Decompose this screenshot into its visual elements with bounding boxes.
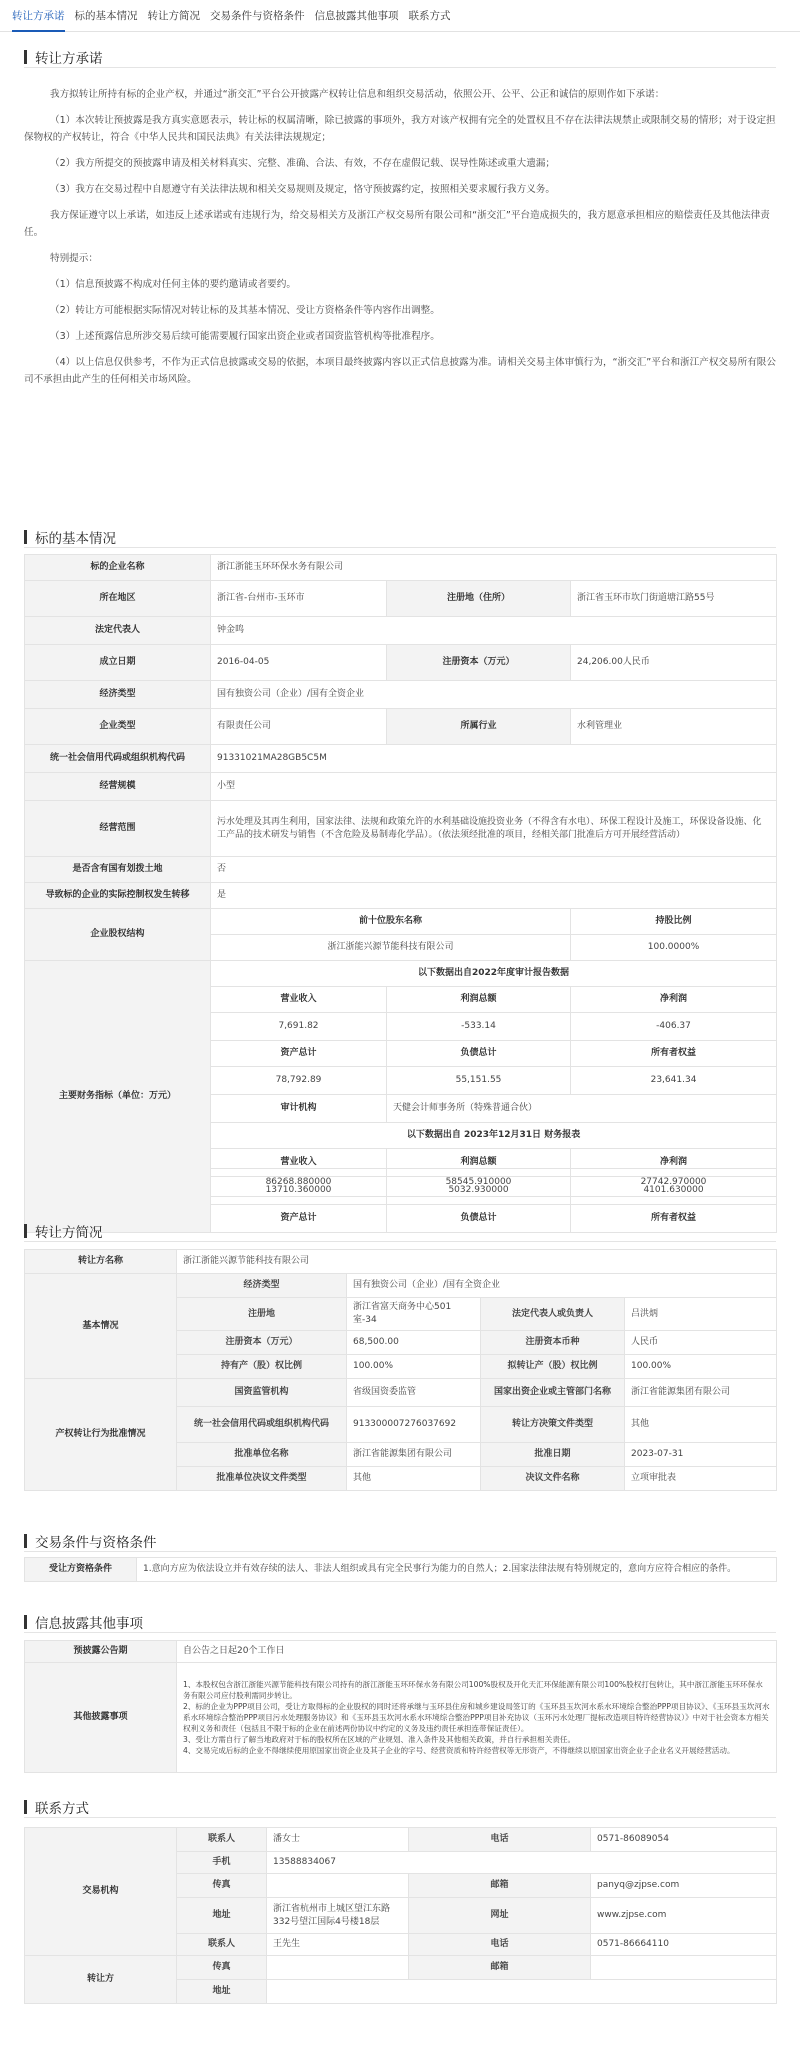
pledge-paragraph: （2）我方所提交的预披露申请及相关材料真实、完整、准确、合法、有效，不存在虚假记载、误导性陈述或重大遗漏； bbox=[50, 158, 555, 169]
label: 是否含有国有划拨土地 bbox=[25, 857, 211, 883]
section-title: 联系方式 bbox=[35, 1800, 89, 1817]
group-name: 浙江省能源集团有限公司 bbox=[625, 1379, 777, 1407]
tab-bar bbox=[0, 0, 800, 32]
org-address: 浙江省杭州市上城区望江东路332号望江国际4号楼18层 bbox=[267, 1898, 409, 1934]
tab-disclosure[interactable]: 信息披露其他事项 bbox=[314, 9, 399, 22]
sell-pct: 100.00% bbox=[625, 1355, 777, 1379]
section-header-trade bbox=[24, 1530, 776, 1552]
disclosure-table bbox=[24, 1640, 777, 1773]
target-info-table bbox=[24, 554, 777, 1233]
credit-code: 913300007276037692 bbox=[347, 1407, 481, 1443]
section-header-pledge bbox=[24, 46, 776, 68]
pledge-paragraph: 我方保证遵守以上承诺，如违反上述承诺或有违规行为，给交易相关方及浙江产权交易所有限公司和“浙交汇”平台造成损失的，我方愿意承担相应的赔偿责任及其他法律责任。 bbox=[24, 210, 770, 238]
shareholder-name: 浙江浙能兴源节能科技有限公司 bbox=[211, 935, 571, 961]
equity: 27742.970000 bbox=[571, 1169, 777, 1197]
seller-info-table bbox=[24, 1249, 777, 1491]
label: 传真 bbox=[177, 1874, 267, 1898]
tab-contact[interactable]: 联系方式 bbox=[408, 9, 451, 22]
section-header-seller bbox=[24, 1220, 776, 1242]
label: 所在地区 bbox=[25, 581, 211, 617]
trade-conditions-table bbox=[24, 1557, 777, 1582]
revenue: 7,691.82 bbox=[211, 1013, 387, 1041]
label: 法定代表人 bbox=[25, 617, 211, 645]
approve-date: 2023-07-31 bbox=[625, 1443, 777, 1467]
revenue: 13710.360000 bbox=[211, 1177, 387, 1205]
credit-code: 91331021MA28GB5C5M bbox=[211, 745, 777, 773]
label: 转让方名称 bbox=[25, 1250, 177, 1274]
label: 批准日期 bbox=[481, 1443, 625, 1467]
auditor: 天健会计师事务所（特殊普通合伙） bbox=[387, 1095, 777, 1123]
label: 地址 bbox=[177, 1980, 267, 2004]
econ-type: 国有独资公司（企业）/国有全资企业 bbox=[211, 681, 777, 709]
label: 手机 bbox=[177, 1852, 267, 1874]
seller-address bbox=[267, 1980, 777, 2004]
org-website[interactable]: www.zjpse.com bbox=[591, 1898, 777, 1934]
seller-contact-person: 王先生 bbox=[267, 1934, 409, 1956]
pledge-paragraph: （3）上述预露信息所涉交易后续可能需要履行国家出资企业或者国资监管机构等批准程序。 bbox=[50, 331, 440, 342]
label: 注册资本（万元） bbox=[177, 1331, 347, 1355]
label: 主要财务指标（单位：万元） bbox=[25, 961, 211, 1233]
label: 注册地 bbox=[177, 1298, 347, 1331]
label: 电话 bbox=[409, 1828, 591, 1852]
fin-header: 以下数据出自2022年度审计报告数据 bbox=[211, 961, 777, 987]
tab-pledge[interactable]: 转让方承诺 bbox=[12, 0, 65, 32]
decision-type: 其他 bbox=[625, 1407, 777, 1443]
control-flag: 是 bbox=[211, 883, 777, 909]
disclosure-item: 4、交易完成后标的企业不得继续使用原国家出资企业及其子企业的字号、经营资质和特许经营权等无形资产，不得继续以原国家出资企业子企业名义开展经营活动。 bbox=[183, 1746, 735, 1755]
col-header: 利润总额 bbox=[387, 987, 571, 1013]
contact-table bbox=[24, 1827, 777, 2004]
buyer-conditions: 1.意向方应为依法设立并有效存续的法人、非法人组织或具有完全民事行为能力的自然人；2.国家法律法规有特别规定的，意向方应符合相应的条件。 bbox=[137, 1558, 777, 1582]
label: 批准单位名称 bbox=[177, 1443, 347, 1467]
col-header: 净利润 bbox=[571, 987, 777, 1013]
label: 地址 bbox=[177, 1898, 267, 1934]
label: 国资监管机构 bbox=[177, 1379, 347, 1407]
shareholder-pct: 100.0000% bbox=[571, 935, 777, 961]
label: 经济类型 bbox=[177, 1274, 347, 1298]
pledge-paragraph: （1）信息预披露不构成对任何主体的要约邀请或者要约。 bbox=[50, 279, 296, 290]
profit: -533.14 bbox=[387, 1013, 571, 1041]
org-email: panyq@zjpse.com bbox=[591, 1874, 777, 1898]
seller-phone: 0571-86664110 bbox=[591, 1934, 777, 1956]
col-header: 负债总计 bbox=[387, 1205, 571, 1233]
org-phone: 0571-86089054 bbox=[591, 1828, 777, 1852]
pledge-paragraph: （4）以上信息仅供参考，不作为正式信息披露或交易的依据，本项目最终披露内容以正式信息披露为准。请相关交易主体审慎行为，“浙交汇”平台和浙江产权交易所有限公司不承担由此产生的任何相关市场风险。 bbox=[24, 357, 776, 385]
target-fin-last-row bbox=[210, 1168, 777, 1197]
label: 预披露公告期 bbox=[25, 1641, 177, 1663]
label: 统一社会信用代码或组织机构代码 bbox=[25, 745, 211, 773]
label: 电话 bbox=[409, 1934, 591, 1956]
debts: 58545.910000 bbox=[387, 1169, 571, 1197]
disclosure-item: 3、受让方需自行了解当地政府对于标的股权所在区域的产业规划、准入条件及其他相关政策，并自行承担相关责任。 bbox=[183, 1735, 576, 1744]
found-date: 2016-04-05 bbox=[211, 645, 387, 681]
pledge-text bbox=[24, 86, 776, 397]
legal-rep: 钟金鸣 bbox=[211, 617, 777, 645]
label: 联系人 bbox=[177, 1934, 267, 1956]
col-header: 营业收入 bbox=[211, 987, 387, 1013]
org-contact-person: 潘女士 bbox=[267, 1828, 409, 1852]
section-header-target bbox=[24, 526, 776, 548]
fin-header: 以下数据出自 2023年12月31日 财务报表 bbox=[211, 1123, 777, 1149]
pledge-paragraph: （2）转让方可能根据实际情况对转让标的及其基本情况、受让方资格条件等内容作出调整。 bbox=[50, 305, 440, 316]
label: 其他披露事项 bbox=[25, 1663, 177, 1773]
pledge-paragraph: 我方拟转让所持有标的企业产权，并通过“浙交汇”平台公开披露产权转让信息和组织交易活动，依照公开、公平、公正和诚信的原则作如下承诺： bbox=[50, 89, 665, 100]
label: 拟转让产（股）权比例 bbox=[481, 1355, 625, 1379]
business-scope: 污水处理及其再生利用，国家法律、法规和政策允许的水利基础设施投资业务（不得含有水电）、环保工程设计及施工，环保设备设施、化工产品的技术研发与销售（不含危险及易制毒化学品）。（依法须经批准的项目，经相关部门批准后方可开展经营活动） bbox=[211, 801, 777, 857]
label: 网址 bbox=[409, 1898, 591, 1934]
currency: 人民币 bbox=[625, 1331, 777, 1355]
section-header-disclosure bbox=[24, 1611, 776, 1633]
pledge-paragraph: 特别提示： bbox=[50, 253, 98, 264]
label: 传真 bbox=[177, 1956, 267, 1980]
profit: 5032.930000 bbox=[387, 1177, 571, 1205]
scale: 小型 bbox=[211, 773, 777, 801]
label: 标的企业名称 bbox=[25, 555, 211, 581]
label: 企业类型 bbox=[25, 709, 211, 745]
label: 决议文件名称 bbox=[481, 1467, 625, 1491]
label: 交易机构 bbox=[25, 1828, 177, 1956]
section-title: 转让方承诺 bbox=[35, 50, 103, 67]
label: 邮箱 bbox=[409, 1874, 591, 1898]
reg-address: 浙江省玉环市坎门街道塘江路55号 bbox=[571, 581, 777, 617]
section-title: 转让方简况 bbox=[35, 1224, 103, 1241]
debts: 55,151.55 bbox=[387, 1067, 571, 1095]
label: 基本情况 bbox=[25, 1274, 177, 1379]
label: 国家出资企业或主管部门名称 bbox=[481, 1379, 625, 1407]
label: 经济类型 bbox=[25, 681, 211, 709]
pledge-paragraph: （3）我方在交易过程中自愿遵守有关法律法规和相关交易规则及规定，恪守预披露约定，按照相关要求履行我方义务。 bbox=[50, 184, 555, 195]
col-header: 所有者权益 bbox=[571, 1041, 777, 1067]
equity: 23,641.34 bbox=[571, 1067, 777, 1095]
org-mobile: 13588834067 bbox=[267, 1852, 777, 1874]
label: 联系人 bbox=[177, 1828, 267, 1852]
reg-address: 浙江省富天商务中心501室-34 bbox=[347, 1298, 481, 1331]
org-fax bbox=[267, 1874, 409, 1898]
assets: 78,792.89 bbox=[211, 1067, 387, 1095]
land-flag: 否 bbox=[211, 857, 777, 883]
net-profit: 4101.630000 bbox=[571, 1177, 777, 1205]
company-name: 浙江浙能玉环环保水务有限公司 bbox=[211, 555, 777, 581]
label: 所属行业 bbox=[387, 709, 571, 745]
col-header: 资产总计 bbox=[211, 1205, 387, 1233]
seller-email bbox=[591, 1956, 777, 1980]
col-header: 负债总计 bbox=[387, 1041, 571, 1067]
label: 转让方 bbox=[25, 1956, 177, 2004]
label: 企业股权结构 bbox=[25, 909, 211, 961]
col-header: 所有者权益 bbox=[571, 1205, 777, 1233]
label: 受让方资格条件 bbox=[25, 1558, 137, 1582]
label: 转让方决策文件类型 bbox=[481, 1407, 625, 1443]
legal-rep: 吕洪炳 bbox=[625, 1298, 777, 1331]
tab-seller-info[interactable]: 转让方简况 bbox=[147, 9, 200, 22]
hold-pct: 100.00% bbox=[347, 1355, 481, 1379]
label: 成立日期 bbox=[25, 645, 211, 681]
label: 经营范围 bbox=[25, 801, 211, 857]
seller-name: 浙江浙能兴源节能科技有限公司 bbox=[177, 1250, 777, 1274]
assets: 86268.880000 bbox=[211, 1169, 387, 1197]
label: 持有产（股）权比例 bbox=[177, 1355, 347, 1379]
econ-type: 国有独资公司（企业）/国有全资企业 bbox=[347, 1274, 777, 1298]
section-header-contact bbox=[24, 1796, 776, 1818]
disclosure-item: 1、本股权包含浙江浙能兴源节能科技有限公司持有的浙江浙能玉环环保水务有限公司100%股权及开化天汇环保能源有限公司100%股权打包转让，其中浙江浙能玉环环保水务有限公司应付股利需同步转让。 bbox=[183, 1680, 763, 1700]
label: 统一社会信用代码或组织机构代码 bbox=[177, 1407, 347, 1443]
label: 法定代表人或负责人 bbox=[481, 1298, 625, 1331]
col-header: 营业收入 bbox=[211, 1149, 387, 1177]
net-profit: -406.37 bbox=[571, 1013, 777, 1041]
section-title: 标的基本情况 bbox=[35, 530, 116, 547]
pledge-paragraph: （1）本次转让预披露是我方真实意愿表示，转让标的权属清晰，除已披露的事项外，我方对该产权拥有完全的处置权且不存在法律法规禁止或限制交易的情形；对于设定担保物权的产权转让，符合《中华人民共和国民法典》有关法律法规规定； bbox=[24, 115, 776, 143]
col-header: 资产总计 bbox=[211, 1041, 387, 1067]
section-title: 信息披露其他事项 bbox=[35, 1615, 143, 1632]
regulator: 省级国资委监管 bbox=[347, 1379, 481, 1407]
col-header: 审计机构 bbox=[211, 1095, 387, 1123]
label: 批准单位决议文件类型 bbox=[177, 1467, 347, 1491]
reg-capital: 24,206.00人民币 bbox=[571, 645, 777, 681]
reg-capital: 68,500.00 bbox=[347, 1331, 481, 1355]
label: 注册资本（万元） bbox=[387, 645, 571, 681]
col-header: 利润总额 bbox=[387, 1149, 571, 1177]
label: 产权转让行为批准情况 bbox=[25, 1379, 177, 1491]
industry: 水利管理业 bbox=[571, 709, 777, 745]
col-header: 净利润 bbox=[571, 1149, 777, 1177]
tab-trade-conditions[interactable]: 交易条件与资格条件 bbox=[210, 9, 305, 22]
doc-name: 立项审批表 bbox=[625, 1467, 777, 1491]
col-header: 持股比例 bbox=[571, 909, 777, 935]
approve-doc-type: 其他 bbox=[347, 1467, 481, 1491]
seller-fax bbox=[267, 1956, 409, 1980]
section-title: 交易条件与资格条件 bbox=[35, 1534, 157, 1551]
company-type: 有限责任公司 bbox=[211, 709, 387, 745]
label: 邮箱 bbox=[409, 1956, 591, 1980]
label: 导致标的企业的实际控制权发生转移 bbox=[25, 883, 211, 909]
col-header: 前十位股东名称 bbox=[211, 909, 571, 935]
label: 注册地（住所） bbox=[387, 581, 571, 617]
region: 浙江省-台州市-玉环市 bbox=[211, 581, 387, 617]
notice-period: 自公告之日起20个工作日 bbox=[177, 1641, 777, 1663]
disclosure-item: 2、标的企业为PPP项目公司，受让方取得标的企业股权的同时还将承继与玉环县住房和城乡建设局签订的《玉环县玉坎河水系水环境综合整治PPP项目协议》、《玉环县玉坎河水系水环境综合整治PPP项目污水处理服务协议》和《玉环县玉坎河水系水环境综合整治PPP项目补充协议（玉环污水处理厂提标改造项目特许经营协议）》中对于社会资本方相关权利义务和责任（包括且不限于标的企业在前述两份协议中约定的义务及违约责任承担连带保证责任）。 bbox=[183, 1702, 770, 1733]
label: 经营规模 bbox=[25, 773, 211, 801]
label: 注册资本币种 bbox=[481, 1331, 625, 1355]
approve-unit: 浙江省能源集团有限公司 bbox=[347, 1443, 481, 1467]
tab-target-info[interactable]: 标的基本情况 bbox=[74, 9, 138, 22]
